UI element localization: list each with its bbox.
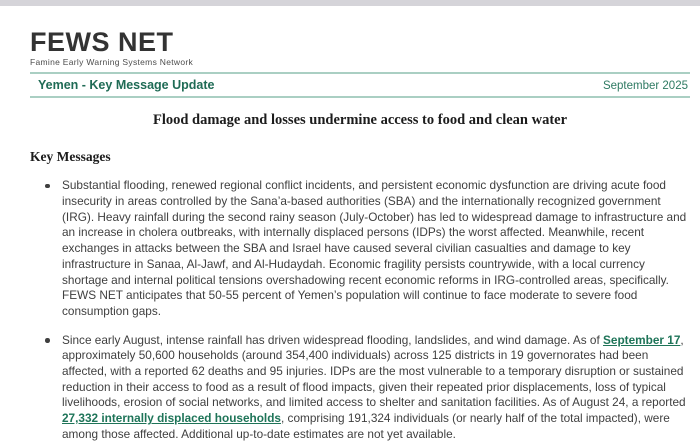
- document-title: Flood damage and losses undermine access to food and clean water: [152, 112, 568, 129]
- report-type-label: Yemen - Key Message Update: [38, 78, 215, 93]
- bullet-text: Substantial flooding, renewed regional conflict incidents, and persistent economic dysfunction are driving acute food insecurity in areas controlled by the Sana’a-based authorities (SBA) and the internationally recognized government (IRG). Heavy rainfall during the second rainy season (July-October) has led to widespread damage to infrastructure and an increase in cholera outbreaks, with internally displaced persons (IDPs) the worst affected. Meanwhile, recent exchanges in attacks between the SBA and Israel have caused several civilian casualties and damage to key infrastructure in Sanaa, Al-Jawf, and Al-Hudaydah. Economic fragility persists countrywide, with a local currency shortage and internal political tensions overshadowing recent economic reforms in IRG-controlled areas, specifically. FEWS NET anticipates that 50-55 percent of Yemen’s population will continue to face moderate to severe food consumption gaps.: [62, 178, 687, 318]
- key-messages-list: [30, 178, 688, 442]
- bullet-text: Since early August, intense rainfall has driven widespread flooding, landslides, and wind damage. As of: [62, 332, 604, 347]
- report-header-band: [30, 72, 690, 98]
- key-messages-heading: Key Messages: [30, 149, 111, 165]
- report-page: [0, 6, 700, 443]
- report-date: September 2025: [602, 80, 688, 93]
- inline-link[interactable]: 27,332 internally displaced households: [62, 411, 281, 426]
- key-message-bullet: [30, 178, 688, 319]
- logo-tagline: Famine Early Warning Systems Network: [30, 57, 194, 68]
- fews-net-logo: [30, 28, 690, 67]
- bullet-text: , approximately 50,600 households (around 354,400 individuals) across 125 districts in 19 governorates had been affected, with a reported 62 deaths and 95 injuries. IDPs are the most vulnerable to a temporary disruption or sustained reduction in their access to food as a result of flood impacts, given their repeated prior displacements, loss of typical livelihoods, erosion of social networks, and limited access to shelter and sanitation facilities. As of August 24, a reported: [62, 332, 686, 410]
- key-message-bullet: [30, 333, 688, 443]
- bullet-text: , comprising 191,324 individuals (or nearly half of the total impacted), were among those affected. Additional up-to-date estimates are not yet available.: [62, 411, 670, 441]
- logo-wordmark: FEWS NET: [30, 27, 174, 57]
- inline-link[interactable]: September 17: [603, 332, 681, 347]
